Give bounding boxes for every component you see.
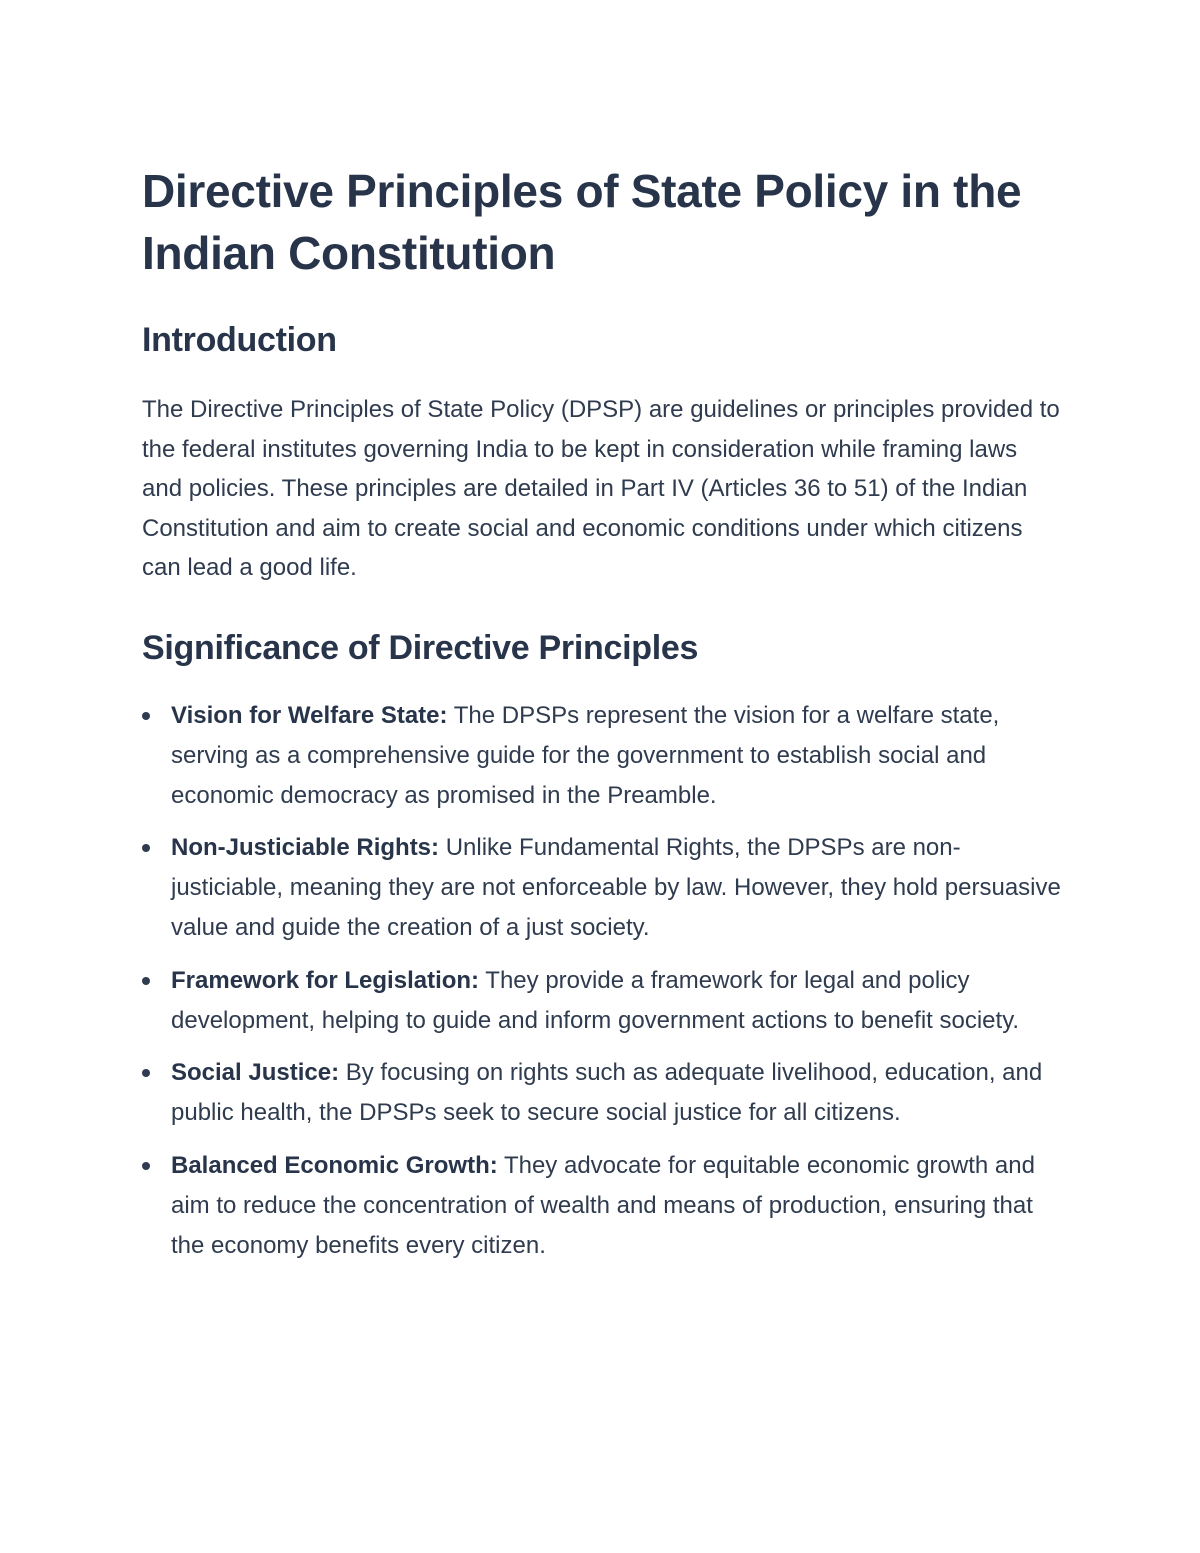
document-page [142,160,1062,1278]
bullet-icon [142,844,150,852]
list-item-text: The DPSPs represent the vision for a welfare state, serving as a comprehensive guide for the government to establish social and economic democracy as promised in the Preamble. [171,701,1000,809]
list-item [142,1146,1062,1266]
bullet-icon [142,1069,150,1077]
bullet-icon [142,712,150,720]
bullet-icon [142,1162,150,1170]
list-item-text: They advocate for equitable economic growth and aim to reduce the concentration of wealth and means of production, ensuring that the economy benefits every citizen. [171,1151,1035,1259]
list-item [142,961,1062,1041]
list-item-text: They provide a framework for legal and policy development, helping to guide and inform government actions to benefit society. [171,966,1020,1034]
list-item-term: Framework for Legislation: [171,966,480,994]
list-item-term: Social Justice: [171,1059,340,1086]
introduction-heading: Introduction [142,321,337,359]
list-item [142,696,1062,816]
list-item-text: Unlike Fundamental Rights, the DPSPs are non-justiciable, meaning they are not enforceable by law. However, they hold persuasive value and guide the creation of a just society. [171,834,1061,941]
introduction-paragraph: The Directive Principles of State Policy (DPSP) are guidelines or principles provided to the federal institutes governing India to be kept in consideration while framing laws and policies. These principles are detailed in Part IV (Articles 36 to 51) of the Indian Constitution and aim to create social and economic conditions under which citizens can lead a good life. [142,396,1060,581]
list-item [142,828,1062,948]
bullet-icon [142,977,150,985]
list-item [142,1053,1062,1133]
page-title: Directive Principles of State Policy in the Indian Constitution [142,165,1022,279]
significance-heading: Significance of Directive Principles [142,628,699,667]
list-item-term: Non-Justiciable Rights: [171,834,440,861]
list-item-term: Balanced Economic Growth: [171,1151,498,1179]
list-item-text: By focusing on rights such as adequate livelihood, education, and public health, the DPSPs seek to secure social justice for all citizens. [171,1059,1043,1126]
significance-list [142,696,1062,1266]
list-item-term: Vision for Welfare State: [171,701,448,729]
